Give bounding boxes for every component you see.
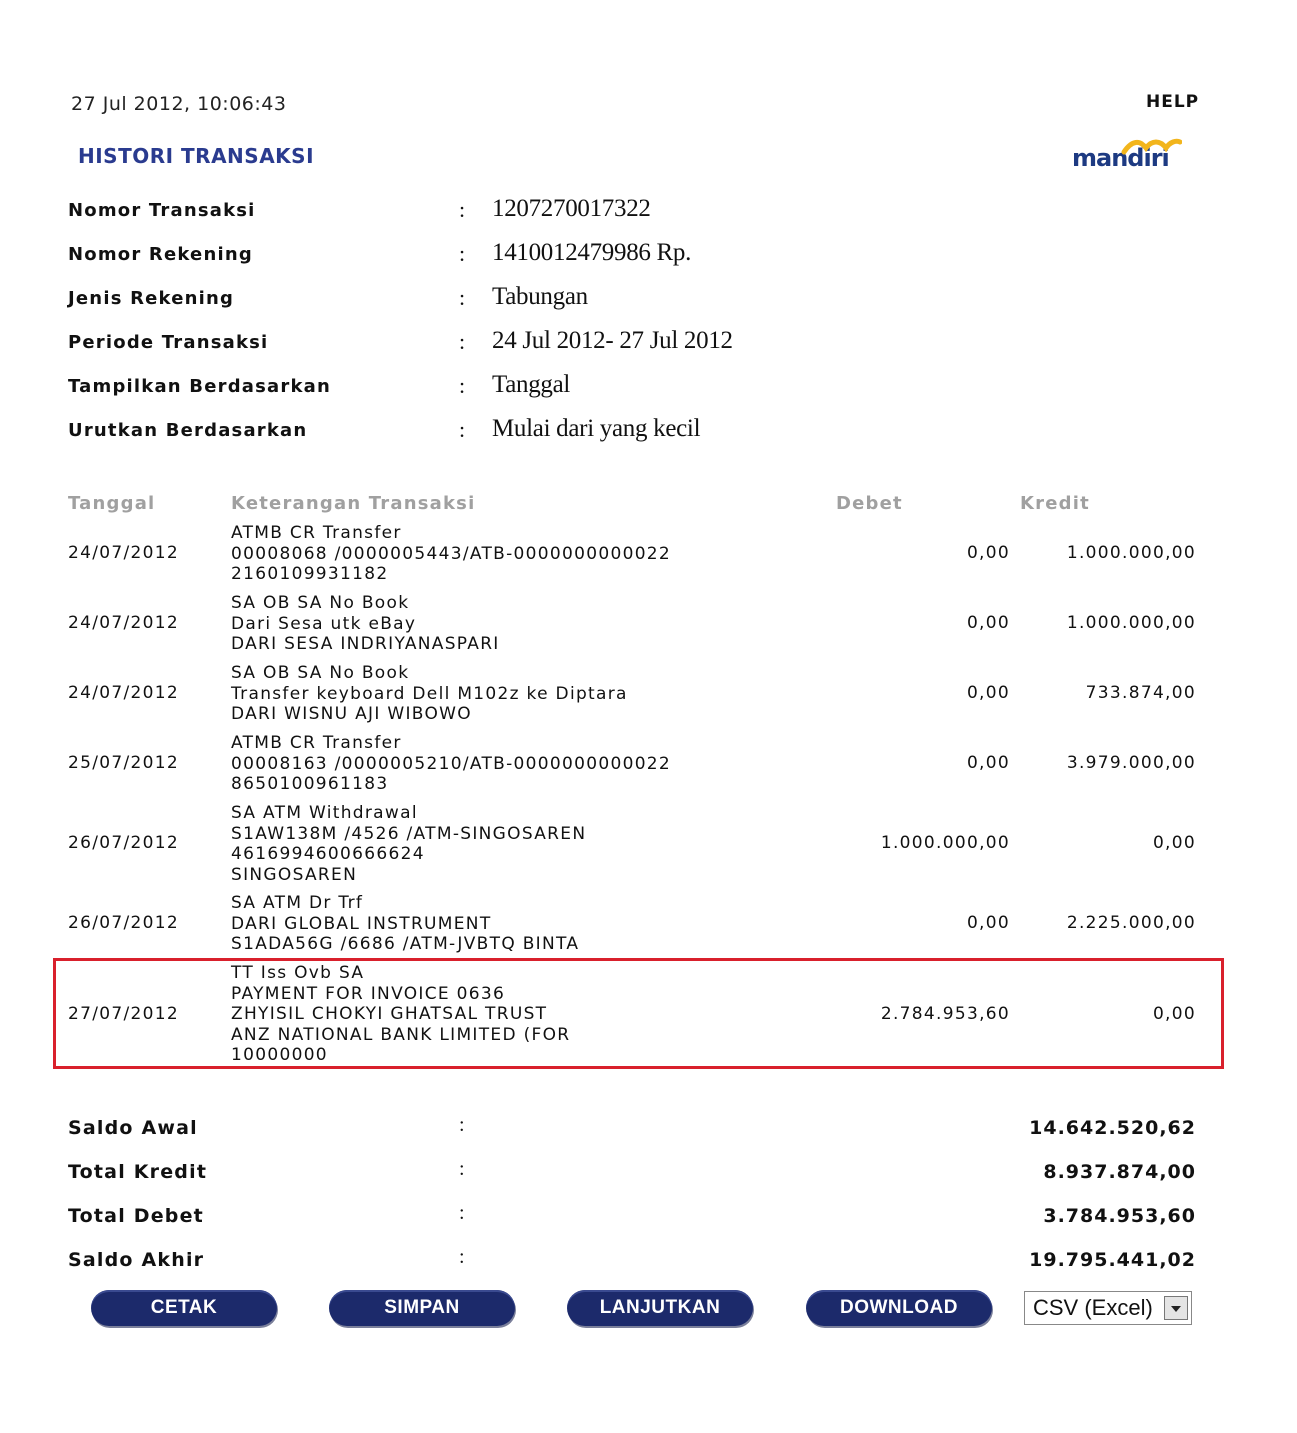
row-debet: 1.000.000,00	[880, 833, 1010, 854]
mandiri-logo	[1072, 136, 1182, 176]
highlight-box	[53, 958, 1224, 1069]
row-debet: 0,00	[966, 912, 1010, 933]
row-debet: 0,00	[966, 682, 1010, 703]
description-line: ATMB CR Transfer	[231, 523, 402, 543]
row-debet: 2.784.953,60	[880, 1003, 1010, 1024]
description-line: ANZ NATIONAL BANK LIMITED (FOR	[231, 1024, 571, 1045]
summary-colon: :	[459, 1246, 465, 1268]
summary-label: Total Kredit	[68, 1161, 208, 1183]
row-kredit: 0,00	[1152, 833, 1196, 854]
column-header-description: Keterangan Transaksi	[231, 493, 476, 514]
info-value: 24 Jul 2012- 27 Jul 2012	[492, 327, 733, 354]
info-value: 1410012479986 Rp.	[492, 239, 692, 266]
summary-value: 14.642.520,62	[1029, 1117, 1196, 1139]
row-kredit: 0,00	[1152, 1003, 1196, 1024]
summary-colon: :	[459, 1202, 465, 1224]
description-line: SA ATM Withdrawal	[231, 803, 418, 823]
description-line: DARI GLOBAL INSTRUMENT	[231, 913, 492, 934]
format-select[interactable]	[1024, 1291, 1192, 1325]
chevron-down-icon[interactable]	[1164, 1296, 1188, 1320]
info-label: Nomor Transaksi	[68, 200, 256, 221]
description-line: ATMB CR Transfer	[231, 733, 402, 753]
row-description	[231, 893, 579, 955]
summary-value: 3.784.953,60	[1043, 1205, 1196, 1227]
description-line: PAYMENT FOR INVOICE 0636	[231, 983, 506, 1004]
row-kredit: 1.000.000,00	[1066, 612, 1196, 633]
row-kredit: 1.000.000,00	[1066, 542, 1196, 563]
info-colon: :	[459, 329, 466, 354]
description-line: SINGOSAREN	[231, 864, 358, 885]
description-line: 00008068 /0000005443/ATB-0000000000022	[231, 543, 672, 564]
info-colon: :	[459, 285, 466, 310]
description-line: Dari Sesa utk eBay	[231, 613, 417, 634]
description-line: TT Iss Ovb SA	[231, 963, 365, 983]
info-value: 1207270017322	[492, 195, 651, 222]
info-colon: :	[459, 197, 466, 222]
row-date: 26/07/2012	[68, 833, 179, 854]
download-button[interactable]: DOWNLOAD	[806, 1290, 992, 1326]
description-line: DARI WISNU AJI WIBOWO	[231, 704, 472, 725]
description-line: S1ADA56G /6686 /ATM-JVBTQ BINTA	[231, 934, 580, 955]
summary-value: 8.937.874,00	[1043, 1161, 1196, 1183]
summary-label: Saldo Akhir	[68, 1249, 205, 1271]
print-button[interactable]: CETAK	[91, 1290, 277, 1326]
row-description	[231, 593, 500, 655]
row-date: 24/07/2012	[68, 542, 179, 563]
info-label: Nomor Rekening	[68, 244, 253, 265]
info-value: Tanggal	[492, 371, 571, 398]
timestamp: 27 Jul 2012, 10:06:43	[71, 93, 287, 115]
row-debet: 0,00	[966, 542, 1010, 563]
description-line: DARI SESA INDRIYANASPARI	[231, 634, 500, 655]
description-line: 8650100961183	[231, 774, 389, 795]
row-kredit: 733.874,00	[1085, 682, 1196, 703]
row-description	[231, 523, 671, 585]
description-line: ZHYISIL CHOKYI GHATSAL TRUST	[231, 1004, 548, 1025]
format-select-value: CSV (Excel)	[1033, 1295, 1153, 1320]
description-line: 00008163 /0000005210/ATB-0000000000022	[231, 753, 672, 774]
info-value: Tabungan	[492, 283, 588, 310]
row-kredit: 2.225.000,00	[1066, 912, 1196, 933]
description-line: 4616994600666624	[231, 844, 425, 865]
row-date: 24/07/2012	[68, 612, 179, 633]
help-link[interactable]: HELP	[1146, 92, 1200, 112]
info-label: Tampilkan Berdasarkan	[68, 376, 331, 397]
page-title: HISTORI TRANSAKSI	[78, 144, 315, 168]
row-date: 24/07/2012	[68, 682, 179, 703]
description-line: Transfer keyboard Dell M102z ke Diptara	[231, 683, 628, 704]
info-label: Urutkan Berdasarkan	[68, 420, 308, 441]
summary-colon: :	[459, 1158, 465, 1180]
info-value: Mulai dari yang kecil	[492, 415, 701, 442]
description-line: SA OB SA No Book	[231, 593, 410, 613]
logo-text: mandiri	[1072, 144, 1169, 172]
row-description	[231, 733, 671, 795]
description-line: 2160109931182	[231, 564, 389, 585]
info-colon: :	[459, 373, 466, 398]
continue-button[interactable]: LANJUTKAN	[567, 1290, 753, 1326]
column-header-date: Tanggal	[68, 493, 156, 514]
summary-colon: :	[459, 1114, 465, 1136]
row-kredit: 3.979.000,00	[1066, 752, 1196, 773]
row-debet: 0,00	[966, 612, 1010, 633]
info-colon: :	[459, 241, 466, 266]
description-line: S1AW138M /4526 /ATM-SINGOSAREN	[231, 823, 587, 844]
row-date: 26/07/2012	[68, 912, 179, 933]
row-description	[231, 663, 628, 725]
description-line: 10000000	[231, 1045, 328, 1066]
row-debet: 0,00	[966, 752, 1010, 773]
summary-value: 19.795.441,02	[1029, 1249, 1196, 1271]
info-label: Jenis Rekening	[68, 288, 235, 309]
save-button[interactable]: SIMPAN	[329, 1290, 515, 1326]
logo-wave-icon	[1120, 136, 1182, 158]
column-header-kredit: Kredit	[1020, 493, 1090, 514]
description-line: SA ATM Dr Trf	[231, 893, 364, 913]
info-label: Periode Transaksi	[68, 332, 269, 353]
row-date: 25/07/2012	[68, 752, 179, 773]
row-date: 27/07/2012	[68, 1003, 179, 1024]
description-line: SA OB SA No Book	[231, 663, 410, 683]
summary-label: Total Debet	[68, 1205, 204, 1227]
row-description	[231, 803, 586, 885]
column-header-debet: Debet	[836, 493, 903, 514]
info-colon: :	[459, 417, 466, 442]
summary-label: Saldo Awal	[68, 1117, 198, 1139]
